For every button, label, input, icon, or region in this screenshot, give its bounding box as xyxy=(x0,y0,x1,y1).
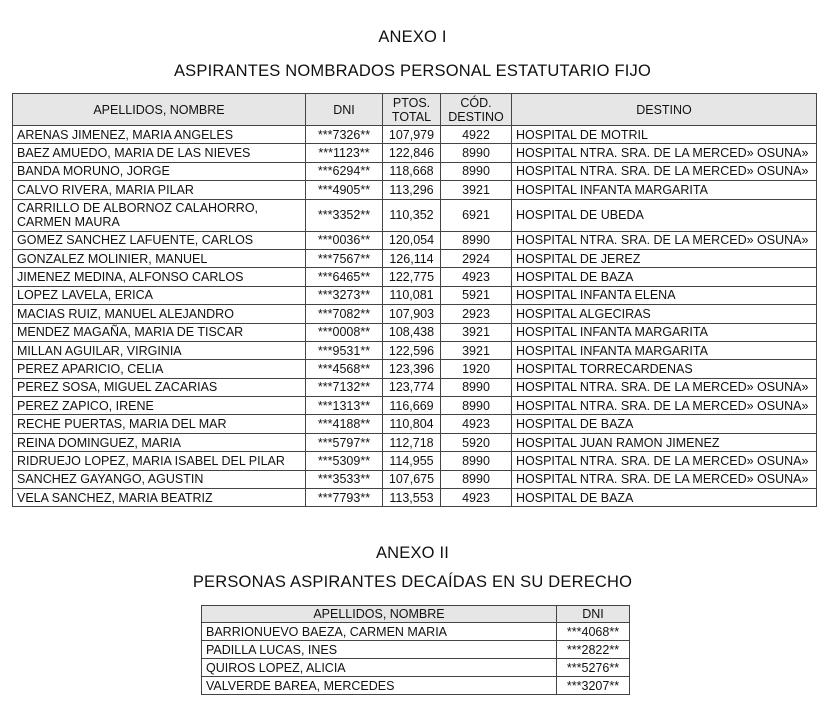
cell-score: 122,775 xyxy=(383,268,441,286)
header-score xyxy=(383,94,441,126)
cell-name: MENDEZ MAGAÑA, MARIA DE TISCAR xyxy=(13,323,306,341)
cell-code: 8990 xyxy=(441,470,512,488)
table-header-row xyxy=(13,94,817,126)
cell-dest: HOSPITAL NTRA. SRA. DE LA MERCED» OSUNA» xyxy=(512,470,817,488)
cell-name: JIMENEZ MEDINA, ALFONSO CARLOS xyxy=(13,268,306,286)
cell-score: 114,955 xyxy=(383,452,441,470)
cell-dni: ***7132** xyxy=(306,378,383,396)
cell-code: 3921 xyxy=(441,341,512,359)
table-row xyxy=(13,415,817,433)
header-name: APELLIDOS, NOMBRE xyxy=(13,94,306,126)
cell-dni: ***6294** xyxy=(306,162,383,180)
cell-score: 107,979 xyxy=(383,126,441,144)
cell-dni: ***1313** xyxy=(306,397,383,415)
table-row xyxy=(13,341,817,359)
cell-score: 123,774 xyxy=(383,378,441,396)
cell-name: LOPEZ LAVELA, ERICA xyxy=(13,286,306,304)
cell-name: CALVO RIVERA, MARIA PILAR xyxy=(13,181,306,199)
cell-score: 113,553 xyxy=(383,489,441,507)
cell-code: 8990 xyxy=(441,397,512,415)
cell-code: 5921 xyxy=(441,286,512,304)
cell-dni: ***5797** xyxy=(306,433,383,451)
cell-code: 6921 xyxy=(441,199,512,231)
cell-name: BAEZ AMUEDO, MARIA DE LAS NIEVES xyxy=(13,144,306,162)
cell-code: 4922 xyxy=(441,126,512,144)
cell-code: 8990 xyxy=(441,378,512,396)
cell-dni: ***7567** xyxy=(306,249,383,267)
cell-code: 4923 xyxy=(441,415,512,433)
table-header-row xyxy=(202,606,630,623)
cell-score: 107,675 xyxy=(383,470,441,488)
cell-name: GONZALEZ MOLINIER, MANUEL xyxy=(13,249,306,267)
cell-code: 5920 xyxy=(441,433,512,451)
cell-dni: ***5276** xyxy=(557,659,630,677)
table-row xyxy=(13,144,817,162)
cell-score: 108,438 xyxy=(383,323,441,341)
cell-score: 122,846 xyxy=(383,144,441,162)
cell-code: 2923 xyxy=(441,305,512,323)
table-row xyxy=(13,323,817,341)
cell-dest: HOSPITAL NTRA. SRA. DE LA MERCED» OSUNA» xyxy=(512,397,817,415)
cell-code: 8990 xyxy=(441,231,512,249)
table-row xyxy=(13,268,817,286)
cell-name: MILLAN AGUILAR, VIRGINIA xyxy=(13,341,306,359)
cell-dest: HOSPITAL TORRECARDENAS xyxy=(512,360,817,378)
cell-dest: HOSPITAL ALGECIRAS xyxy=(512,305,817,323)
cell-dest: HOSPITAL DE JEREZ xyxy=(512,249,817,267)
cell-dni: ***2822** xyxy=(557,641,630,659)
cell-dest: HOSPITAL INFANTA MARGARITA xyxy=(512,341,817,359)
cell-code: 4923 xyxy=(441,489,512,507)
table-row xyxy=(13,181,817,199)
table-row xyxy=(13,452,817,470)
header-dni: DNI xyxy=(306,94,383,126)
table-row xyxy=(13,286,817,304)
annex1-title: ANEXO I xyxy=(378,28,447,46)
cell-score: 122,596 xyxy=(383,341,441,359)
cell-name: RECHE PUERTAS, MARIA DEL MAR xyxy=(13,415,306,433)
cell-code: 1920 xyxy=(441,360,512,378)
cell-name: REINA DOMINGUEZ, MARIA xyxy=(13,433,306,451)
cell-dni: ***4188** xyxy=(306,415,383,433)
cell-dest: HOSPITAL INFANTA MARGARITA xyxy=(512,181,817,199)
table-row xyxy=(13,360,817,378)
cell-score: 120,054 xyxy=(383,231,441,249)
annex1-subtitle: ASPIRANTES NOMBRADOS PERSONAL ESTATUTARIO FIJO xyxy=(173,62,652,80)
table-row xyxy=(13,378,817,396)
table-row xyxy=(13,489,817,507)
cell-code: 8990 xyxy=(441,144,512,162)
cell-dni: ***3352** xyxy=(306,199,383,231)
cell-score: 116,669 xyxy=(383,397,441,415)
cell-score: 126,114 xyxy=(383,249,441,267)
cell-name: SANCHEZ GAYANGO, AGUSTIN xyxy=(13,470,306,488)
appointed-candidates-table xyxy=(12,93,817,507)
cell-dni: ***3273** xyxy=(306,286,383,304)
cell-dest: HOSPITAL NTRA. SRA. DE LA MERCED» OSUNA» xyxy=(512,162,817,180)
cell-dest: HOSPITAL NTRA. SRA. DE LA MERCED» OSUNA» xyxy=(512,231,817,249)
cell-dest: HOSPITAL DE UBEDA xyxy=(512,199,817,231)
cell-name: CARRILLO DE ALBORNOZ CALAHORRO, CARMEN MAURA xyxy=(13,199,306,231)
table-row xyxy=(13,397,817,415)
cell-dni: ***0036** xyxy=(306,231,383,249)
cell-name: RIDRUEJO LOPEZ, MARIA ISABEL DEL PILAR xyxy=(13,452,306,470)
cell-dest: HOSPITAL INFANTA ELENA xyxy=(512,286,817,304)
table-row xyxy=(202,623,630,641)
cell-dni: ***4568** xyxy=(306,360,383,378)
cell-dni: ***0008** xyxy=(306,323,383,341)
cell-name: PADILLA LUCAS, INES xyxy=(202,641,557,659)
cell-dni: ***4068** xyxy=(557,623,630,641)
cell-score: 110,352 xyxy=(383,199,441,231)
table-row xyxy=(13,470,817,488)
cell-code: 4923 xyxy=(441,268,512,286)
cell-name: ARENAS JIMENEZ, MARIA ANGELES xyxy=(13,126,306,144)
header-destination: DESTINO xyxy=(512,94,817,126)
cell-dni: ***3207** xyxy=(557,677,630,695)
cell-name: VALVERDE BAREA, MERCEDES xyxy=(202,677,557,695)
table-row xyxy=(202,677,630,695)
annex2-title: ANEXO II xyxy=(375,544,450,562)
annex2-subtitle: PERSONAS ASPIRANTES DECAÍDAS EN SU DERECHO xyxy=(192,573,633,591)
cell-code: 8990 xyxy=(441,162,512,180)
header-name: APELLIDOS, NOMBRE xyxy=(202,606,557,623)
cell-dest: HOSPITAL INFANTA MARGARITA xyxy=(512,323,817,341)
cell-name: PEREZ ZAPICO, IRENE xyxy=(13,397,306,415)
cell-dni: ***7082** xyxy=(306,305,383,323)
cell-score: 110,804 xyxy=(383,415,441,433)
cell-score: 110,081 xyxy=(383,286,441,304)
header-score-line2: TOTAL xyxy=(391,109,432,124)
header-code xyxy=(441,94,512,126)
cell-dest: HOSPITAL DE BAZA xyxy=(512,268,817,286)
cell-dest: HOSPITAL DE BAZA xyxy=(512,415,817,433)
cell-dni: ***1123** xyxy=(306,144,383,162)
cell-dest: HOSPITAL NTRA. SRA. DE LA MERCED» OSUNA» xyxy=(512,452,817,470)
table-row xyxy=(202,641,630,659)
cell-name: PEREZ SOSA, MIGUEL ZACARIAS xyxy=(13,378,306,396)
cell-dest: HOSPITAL DE MOTRIL xyxy=(512,126,817,144)
lapsed-candidates-table xyxy=(201,605,630,695)
cell-dest: HOSPITAL NTRA. SRA. DE LA MERCED» OSUNA» xyxy=(512,378,817,396)
cell-dni: ***7793** xyxy=(306,489,383,507)
cell-dni: ***5309** xyxy=(306,452,383,470)
header-score-line1: PTOS. xyxy=(392,95,431,110)
cell-dni: ***6465** xyxy=(306,268,383,286)
cell-name: MACIAS RUIZ, MANUEL ALEJANDRO xyxy=(13,305,306,323)
table-row xyxy=(202,659,630,677)
cell-dni: ***9531** xyxy=(306,341,383,359)
cell-name: PEREZ APARICIO, CELIA xyxy=(13,360,306,378)
cell-dni: ***7326** xyxy=(306,126,383,144)
cell-dest: HOSPITAL DE BAZA xyxy=(512,489,817,507)
cell-name: VELA SANCHEZ, MARIA BEATRIZ xyxy=(13,489,306,507)
table-row xyxy=(13,199,817,231)
header-dni: DNI xyxy=(557,606,630,623)
cell-name: GOMEZ SANCHEZ LAFUENTE, CARLOS xyxy=(13,231,306,249)
cell-code: 3921 xyxy=(441,181,512,199)
cell-name: BARRIONUEVO BAEZA, CARMEN MARIA xyxy=(202,623,557,641)
cell-dni: ***4905** xyxy=(306,181,383,199)
cell-dest: HOSPITAL JUAN RAMON JIMENEZ xyxy=(512,433,817,451)
table-row xyxy=(13,249,817,267)
cell-dest: HOSPITAL NTRA. SRA. DE LA MERCED» OSUNA» xyxy=(512,144,817,162)
table-row xyxy=(13,305,817,323)
cell-score: 118,668 xyxy=(383,162,441,180)
table-row xyxy=(13,433,817,451)
cell-dni: ***3533** xyxy=(306,470,383,488)
cell-score: 107,903 xyxy=(383,305,441,323)
cell-score: 113,296 xyxy=(383,181,441,199)
table-row xyxy=(13,231,817,249)
cell-name: BANDA MORUNO, JORGE xyxy=(13,162,306,180)
cell-name: QUIROS LOPEZ, ALICIA xyxy=(202,659,557,677)
header-code-line2: DESTINO xyxy=(448,109,504,124)
header-code-line1: CÓD. xyxy=(460,95,492,110)
table-row xyxy=(13,126,817,144)
cell-code: 2924 xyxy=(441,249,512,267)
cell-code: 8990 xyxy=(441,452,512,470)
table-row xyxy=(13,162,817,180)
cell-score: 112,718 xyxy=(383,433,441,451)
cell-score: 123,396 xyxy=(383,360,441,378)
cell-code: 3921 xyxy=(441,323,512,341)
